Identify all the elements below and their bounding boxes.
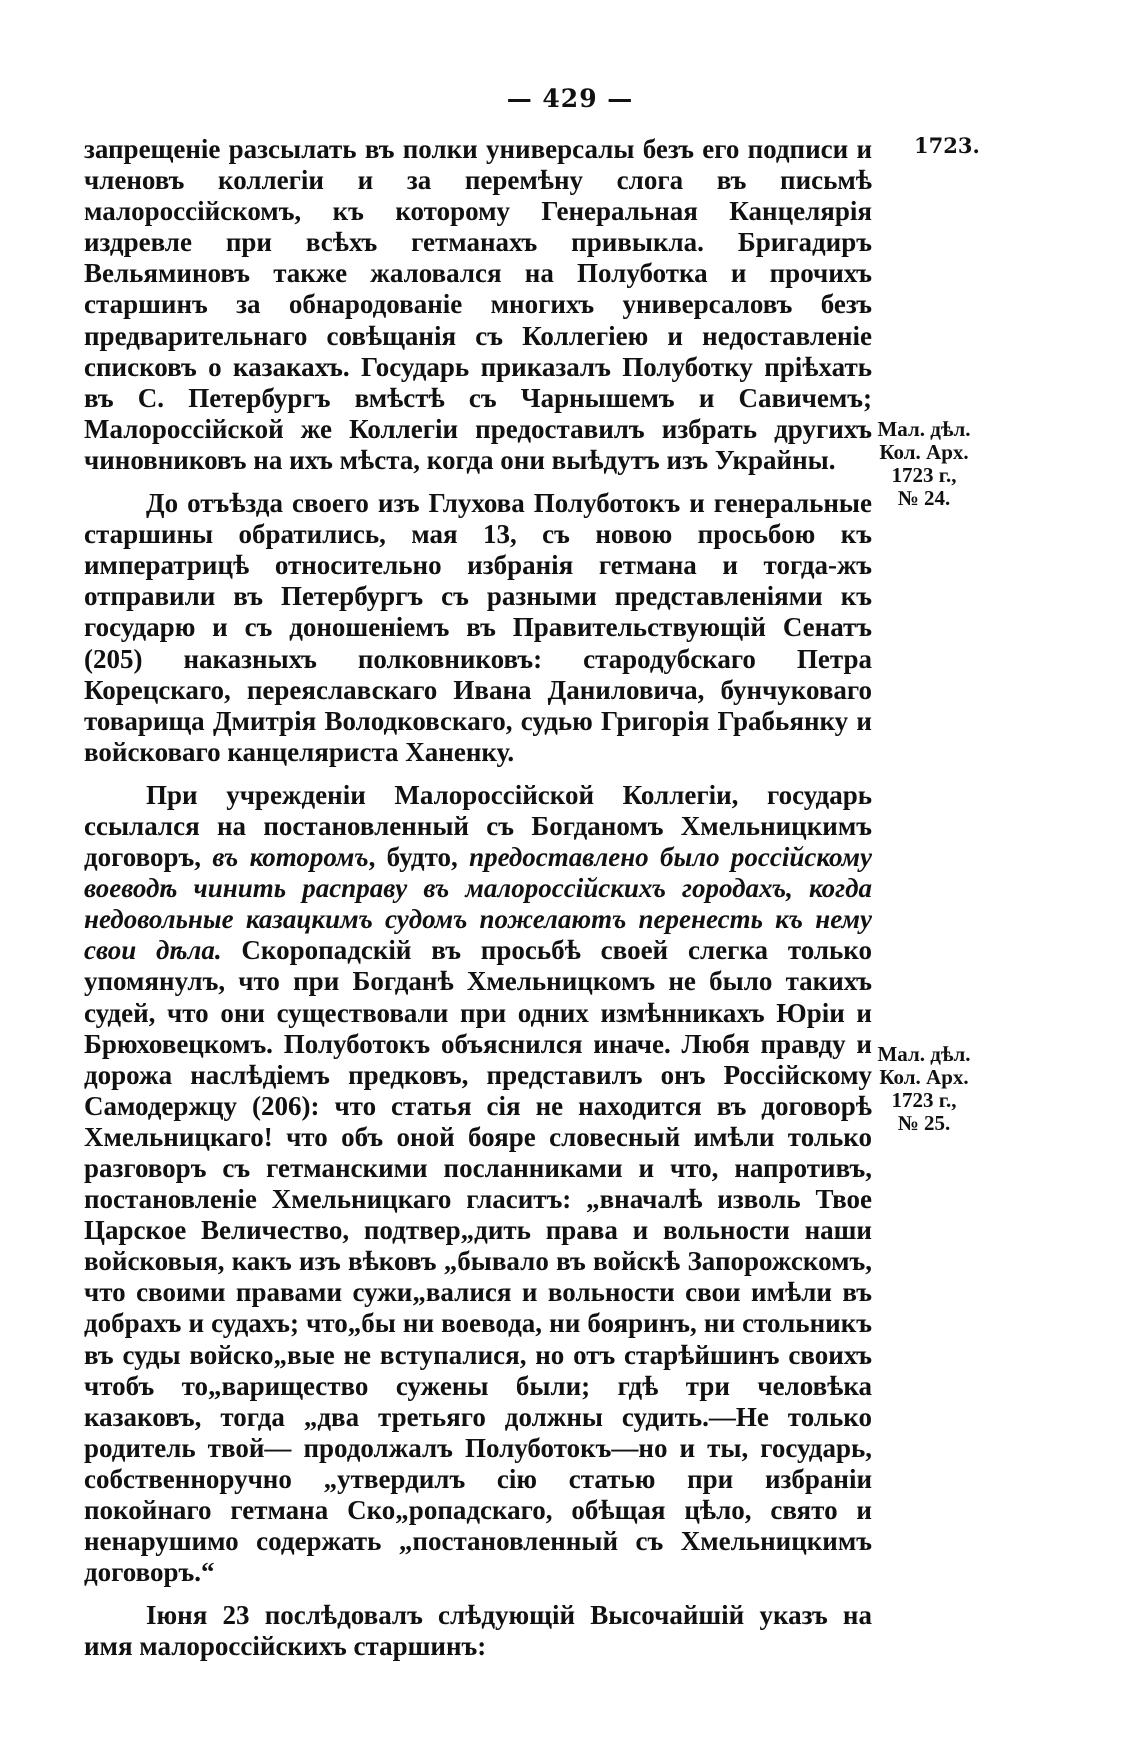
margin-note-line: № 25. <box>897 1111 951 1135</box>
body-text <box>84 134 872 1663</box>
italic-quote: предоставлено было россійскому воеводѣ чинить расправу въ малороссійскихъ городахъ, когда недовольные казацкимъ судомъ пожелаютъ перенесть къ нему свои дѣла. <box>84 842 872 966</box>
paragraph-text: Іюня 23 послѣдовалъ слѣдующій Высочайшій указъ на имя малороссійскихъ старшинъ: <box>84 1600 872 1662</box>
page-number: — 429 — <box>506 84 634 113</box>
margin-note-line: Кол. Арх. <box>879 440 969 464</box>
paragraph-text: Скоропадскій въ просьбѣ своей слегка только упомянулъ, что при Богданѣ Хмельницкомъ не было такихъ судей, что они существовали при одних измѣнникахъ Юріи и Брюховецкомъ. Полуботокъ объяснился иначе. Любя правду и дорожа наслѣдіемъ предковъ, представилъ онъ Россійскому Самодержцу (206): что статья сія не находится въ договорѣ Хмельницкаго! что объ оной бояре словесный имѣли только разговоръ съ гетманскими посланниками и что, напротивъ, постановленіе Хмельницкаго гласитъ: „вначалѣ изволь Твое Царское Величество, подтвер„дить права и вольности наши войсковыя, какъ изъ вѣковъ „бывало въ войскѣ Запорожскомъ, что своими правами сужи„валися и вольности свои имѣли въ добрахъ и судахъ; что„бы ни воевода, ни бояринъ, ни стольникъ въ суды войско„вые не вступалися, но отъ старѣйшинъ своихъ чтобъ то„варищество сужены были; гдѣ три человѣка казаковъ, тогда „два третьяго должны судить.—Не только родитель твой— продолжалъ Полуботокъ—но и ты, государь, собственноручно „утвердилъ сію статью при избраніи покойнаго гетмана Ско„ропадскаго, обѣщая цѣло, свято и ненарушимо содержать „постановленный съ Хмельницкимъ договоръ.“ <box>84 935 873 1588</box>
paragraph-2 <box>84 488 872 768</box>
margin-note-line: 1723 г., <box>891 463 957 487</box>
paragraph-text: , будто, <box>368 842 470 873</box>
paragraph-text: До отъѣзда своего изъ Глухова Полуботокъ и генеральные старшины обратились, мая 13, съ новою просьбою къ императрицѣ относительно избранія гетмана и тогда-жъ отправили въ Петербургъ съ разными представленіями къ государю и съ доношеніемъ въ Правительствующій Сенатъ (205) наказныхъ полковниковъ: стародубскаго Петра Корецскаго, переяславскаго Ивана Даниловича, бунчуковаго товарища Дмитрія Володковскаго, судью Григорія Грабьянку и войсковаго канцеляриста Ханенку. <box>84 488 872 767</box>
paragraph-3 <box>84 780 872 1588</box>
italic-quote: въ которомъ <box>212 842 369 873</box>
margin-note-archive-25 <box>868 1043 980 1135</box>
margin-note-line: Мал. дѣл. <box>877 417 971 441</box>
margin-note-line: Кол. Арх. <box>879 1065 969 1089</box>
margin-note-line: 1723 г., <box>891 1088 957 1112</box>
paragraph-text: При учрежденіи Малороссійской Коллегіи, государь ссылался на постановленный съ Богданомъ Хмельницкимъ договоръ, <box>84 779 872 873</box>
paragraph-1 <box>84 134 872 476</box>
paragraph-text: запрещеніе разсылать въ полки универсалы безъ его подписи и членовъ коллегіи и за перемѣну слога въ письмѣ малороссійскомъ, къ которому Генеральная Канцелярія издревле при всѣхъ гетманахъ привыкла. Бригадиръ Вельяминовъ также жаловался на Полуботка и прочихъ старшинъ за обнародованіе многихъ универсаловъ безъ предварительнаго совѣщанія съ Коллегіею и недоставленіе списковъ о казакахъ. Государь приказалъ Полуботку пріѣхать въ С. Петербургъ вмѣстѣ съ Чарнышемъ и Савичемъ; Малороссійской же Коллегіи предоставилъ избрать другихъ чиновниковъ на ихъ мѣста, когда они выѣдутъ изъ Украйны. <box>84 134 872 475</box>
year-margin-note: 1723. <box>914 133 980 158</box>
paragraph-4 <box>84 1600 872 1662</box>
margin-note-line: Мал. дѣл. <box>877 1042 971 1066</box>
margin-note-archive-24 <box>868 418 980 510</box>
margin-note-line: № 24. <box>897 486 951 510</box>
